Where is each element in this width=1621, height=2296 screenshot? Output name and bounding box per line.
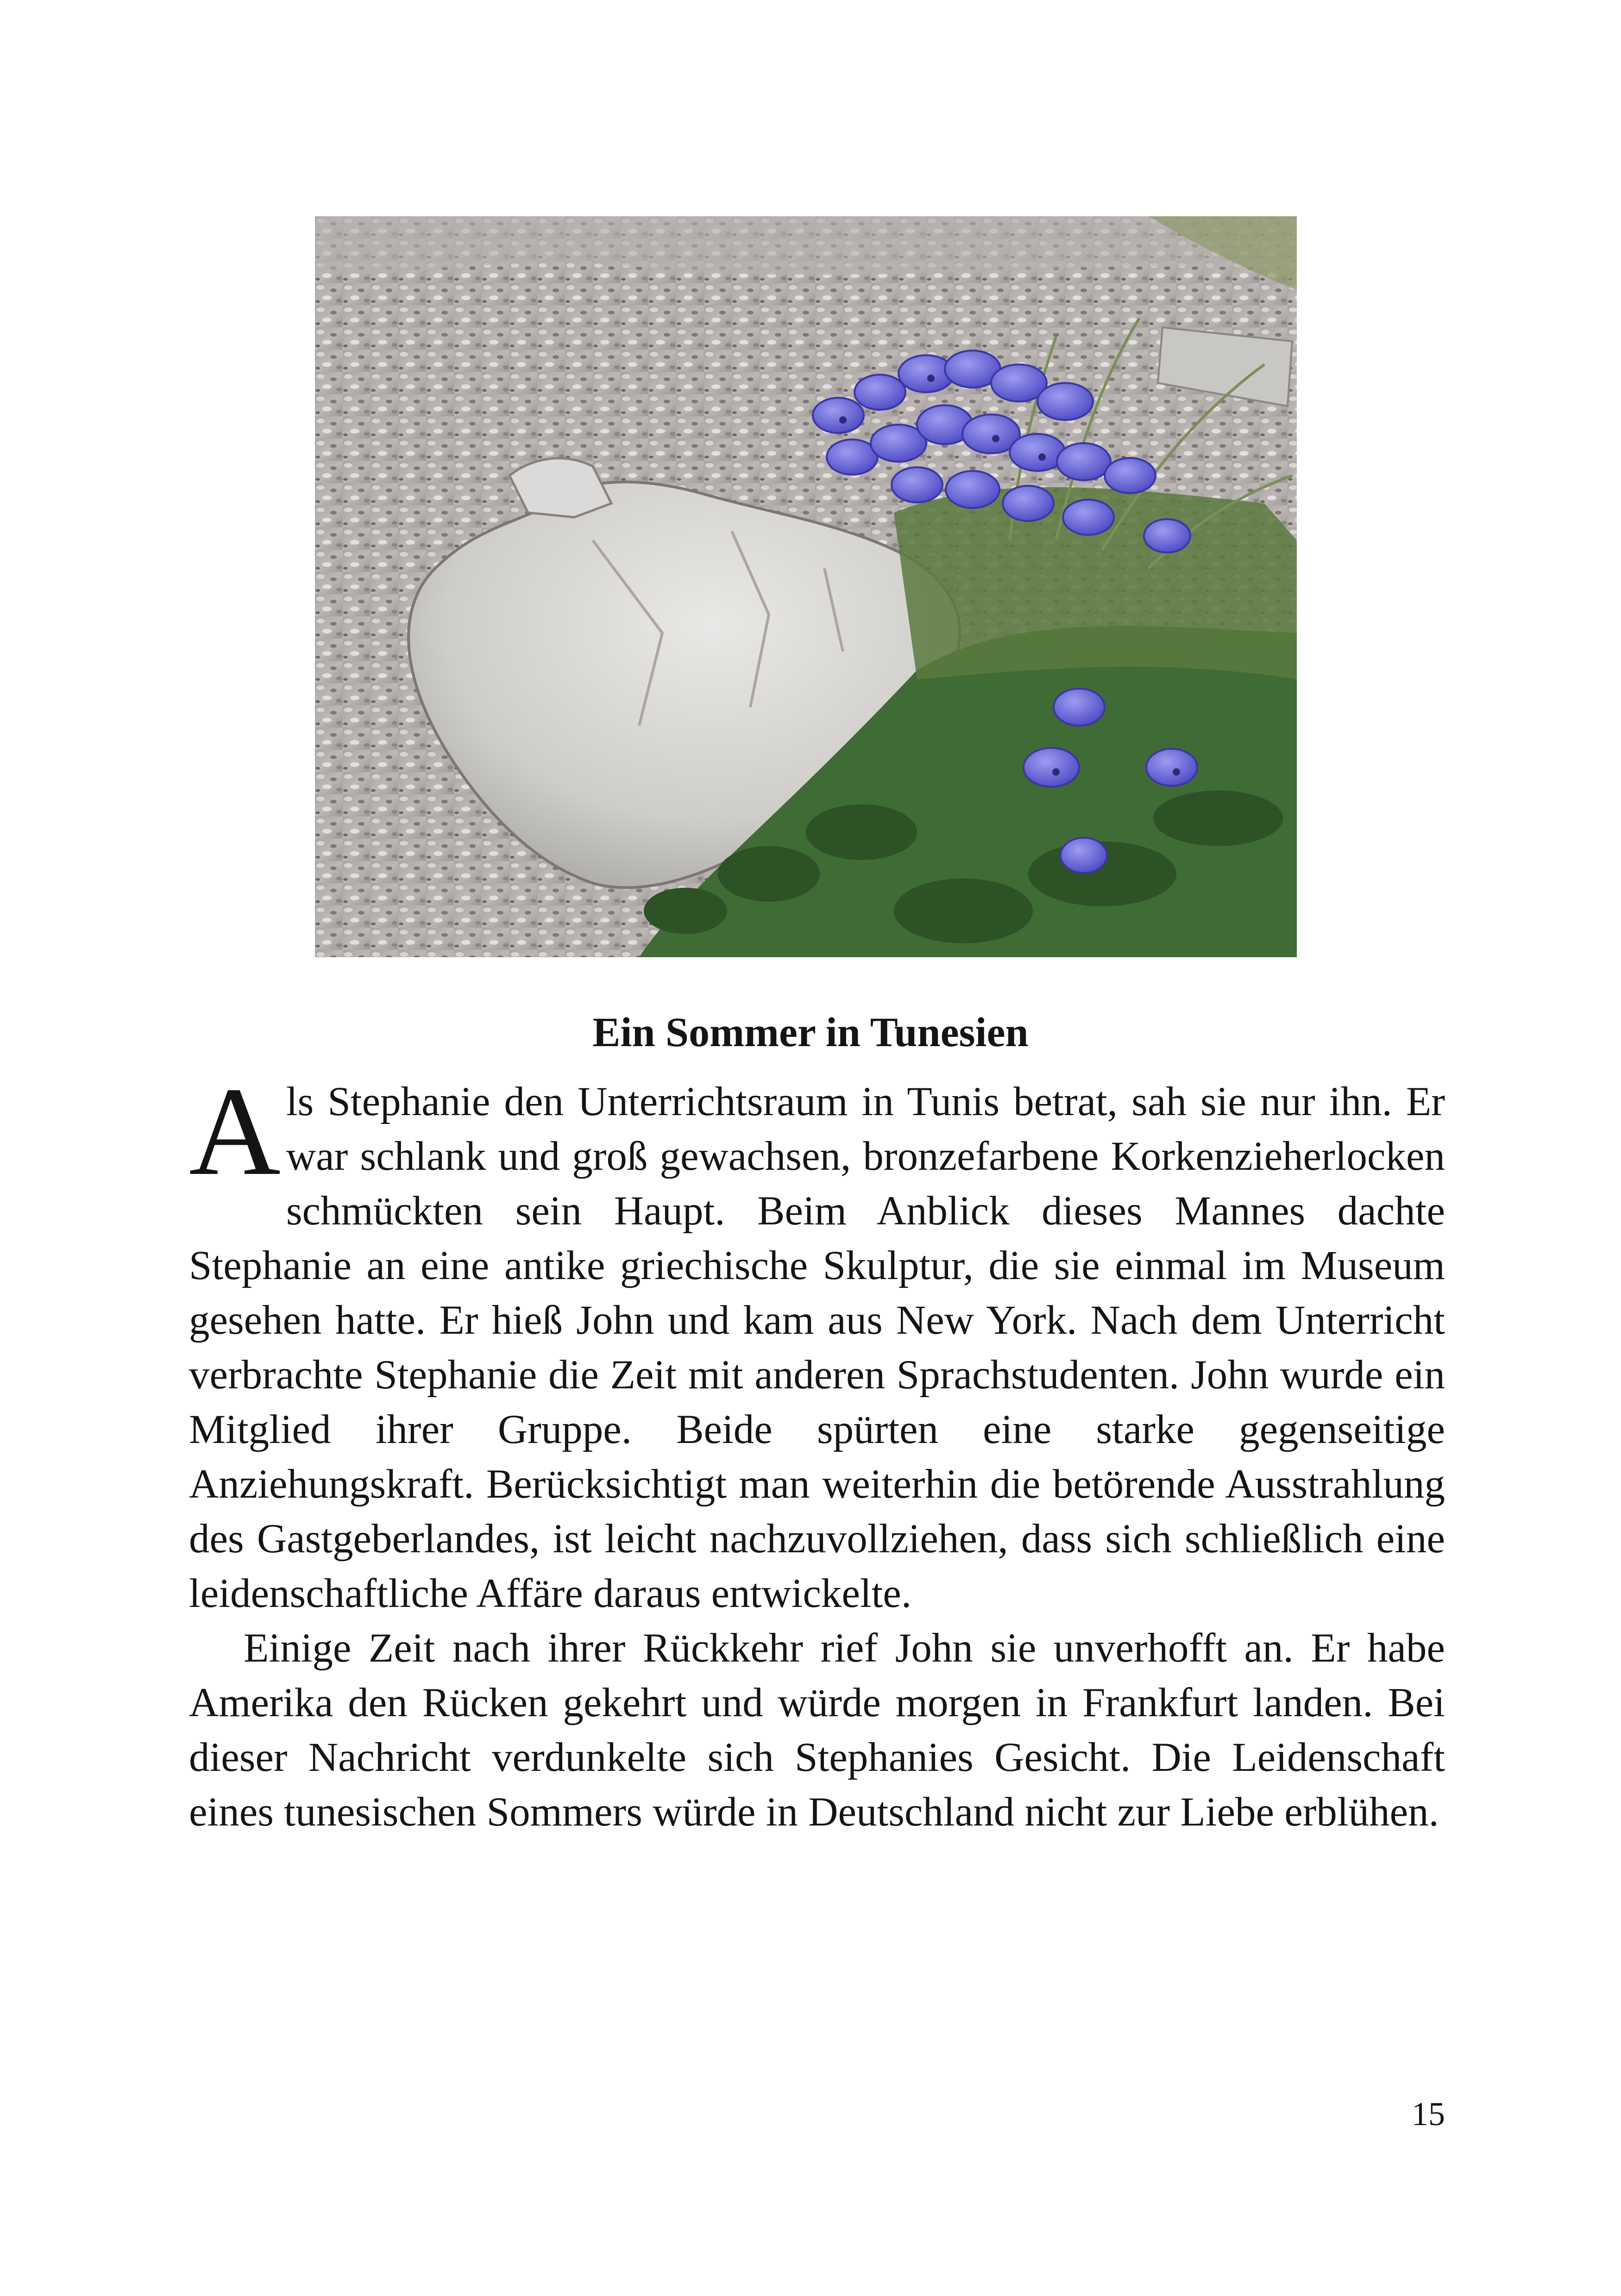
story-body xyxy=(189,1061,1445,1839)
paragraph-1-text: ls Stephanie den Unterrichtsraum in Tunis betrat, sah sie nur ihn. Er war schlank und groß gewachsen, bronzefarbene Korkenzieherlocken schmückten sein Haupt. Beim Anblick dieses Mannes dachte Stephanie an eine antike griechische Skulptur, die sie einmal im Museum gesehen hatte. Er hieß John und kam aus New York. Nach dem Unterricht verbrachte Stephanie die Zeit mit anderen Sprachstudenten. John wurde ein Mitglied ihrer Gruppe. Beide spürten eine starke gegenseitige Anziehungskraft. Berücksichtigt man weiterhin die betörende Ausstrahlung des Gastgeberlandes, ist leicht nachzuvollziehen, dass sich schließlich eine leidenschaftliche Affäre daraus entwickelte. xyxy=(189,1079,1445,1616)
paragraph-1 xyxy=(189,1061,1445,1621)
drop-cap: A xyxy=(189,1061,281,1202)
page-number: 15 xyxy=(1412,2095,1445,2133)
paragraph-2: Einige Zeit nach ihrer Rückkehr rief John sie unverhofft an. Er habe Amerika den Rücken gekehrt und würde morgen in Frankfurt landen. Bei dieser Nachricht verdunkelte sich Stephanies Gesicht. Die Leidenschaft eines tunesischen Sommers würde in Deutschland nicht zur Liebe erblühen. xyxy=(189,1625,1445,1835)
alpine-bellflower-photo-icon xyxy=(315,216,1297,957)
bellflower-photo xyxy=(315,216,1297,957)
chapter-title: Ein Sommer in Tunesien xyxy=(592,1010,1029,1055)
